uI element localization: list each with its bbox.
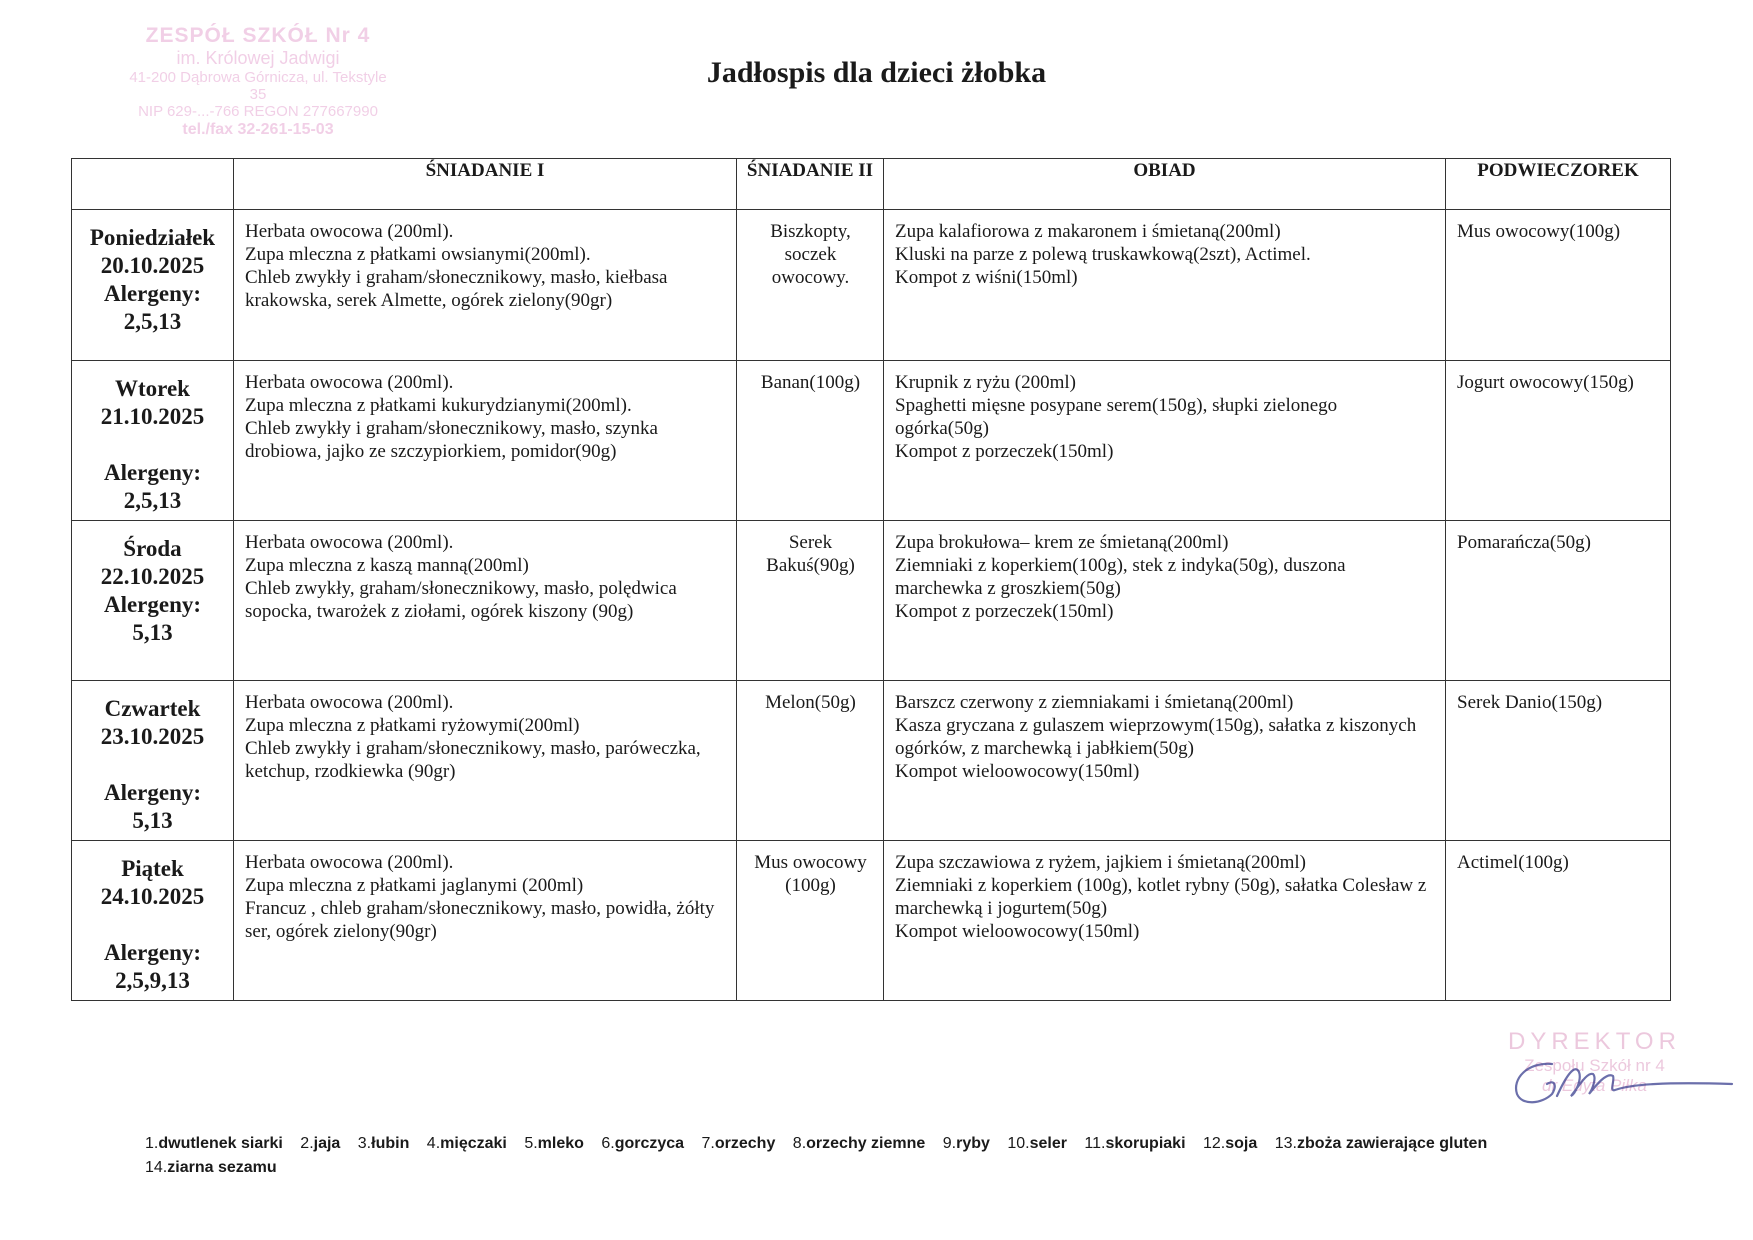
stamp-line-3: 41-200 Dąbrowa Górnicza, ul. Tekstyle 35: [129, 68, 387, 104]
menu-line: Herbata owocowa (200ml).: [245, 852, 454, 873]
allergen-label: Alergeny:: [103, 460, 202, 485]
legend-label: orzechy ziemne: [806, 1135, 926, 1152]
allergen-label: Alergeny:: [103, 592, 202, 617]
legend-label: jaja: [313, 1135, 341, 1152]
menu-line: Zupa mleczna z płatkami kukurydzianymi(200ml).: [245, 395, 632, 416]
director-stamp-line-3: dr Edyta Piłka: [1542, 1076, 1647, 1095]
menu-line: Chleb zwykły i graham/słonecznikowy, masło, paróweczka, ketchup, rzodkiewka (90gr): [245, 738, 701, 782]
breakfast-2-cell: Melon(50g): [737, 681, 884, 841]
legend-label: mleko: [537, 1135, 584, 1152]
breakfast-2-cell: Serek Bakuś(90g): [737, 521, 884, 681]
header-breakfast-2: ŚNIADANIE II: [737, 159, 884, 210]
legend-item: [793, 1135, 926, 1152]
legend-label: mięczaki: [440, 1135, 507, 1152]
snack-cell: Jogurt owocowy(150g): [1446, 361, 1671, 521]
menu-line: Kompot wieloowocowy(150ml): [895, 761, 1140, 782]
menu-line: Kompot z wiśni(150ml): [895, 267, 1078, 288]
menu-line: Chleb zwykły, graham/słonecznikowy, masło, polędwica sopocka, twarożek z ziołami, ogórek kiszony (90g): [245, 578, 677, 622]
menu-line: Kompot z porzeczek(150ml): [895, 601, 1114, 622]
menu-line: Herbata owocowa (200ml).: [245, 221, 454, 242]
table-row: [72, 841, 1671, 1001]
legend-num: 4.: [426, 1135, 441, 1152]
legend-item: [145, 1159, 277, 1176]
legend-num: 3.: [357, 1135, 372, 1152]
day-cell: [72, 210, 234, 361]
legend-label: gorczyca: [614, 1135, 685, 1152]
legend-label: ziarna sezamu: [167, 1159, 277, 1176]
legend-label: dwutlenek siarki: [158, 1135, 283, 1152]
legend-label: zboża zawierające gluten: [1296, 1135, 1488, 1152]
legend-label: skorupiaki: [1105, 1135, 1186, 1152]
day-name: Wtorek: [115, 376, 190, 401]
allergen-codes: 2,5,9,13: [115, 968, 190, 993]
page-title: Jadłospis dla dzieci żłobka: [706, 56, 1047, 89]
director-stamp-line-2: Zespołu Szkół nr 4: [1524, 1056, 1665, 1075]
header-day: [72, 159, 234, 210]
day-name: Czwartek: [104, 696, 201, 721]
day-date: 23.10.2025: [100, 724, 205, 749]
legend-item: [1275, 1135, 1488, 1152]
breakfast-1-cell: [234, 361, 737, 521]
breakfast-2-cell: Biszkopty, soczek owocowy.: [737, 210, 884, 361]
legend-item: [943, 1135, 990, 1152]
menu-line: Chleb zwykły i graham/słonecznikowy, masło, kiełbasa krakowska, serek Almette, ogórek zielony(90gr): [245, 267, 668, 311]
signature-image: [1497, 1024, 1737, 1124]
legend-item: [601, 1135, 684, 1152]
menu-line: Ziemniaki z koperkiem (100g), kotlet rybny (50g), sałatka Colesław z marchewką i jogurtem(50g): [895, 875, 1427, 919]
stamp-line-4: NIP 629-...-766 REGON 277667990: [138, 103, 378, 121]
legend-item: [1084, 1135, 1185, 1152]
snack-cell: Mus owocowy(100g): [1446, 210, 1671, 361]
menu-line: Zupa brokułowa– krem ze śmietaną(200ml): [895, 532, 1229, 553]
legend-label: seler: [1029, 1135, 1067, 1152]
allergen-codes: 5,13: [132, 620, 173, 645]
legend-item: [524, 1135, 584, 1152]
day-name: Poniedziałek: [89, 225, 216, 250]
menu-line: Zupa kalafiorowa z makaronem i śmietaną(200ml): [895, 221, 1281, 242]
header-breakfast-1: ŚNIADANIE I: [234, 159, 737, 210]
menu-table: [71, 158, 1671, 1001]
table-row: [72, 361, 1671, 521]
day-cell: [72, 521, 234, 681]
director-stamp-title: DYREKTOR: [1508, 1028, 1681, 1055]
menu-line: Spaghetti mięsne posypane serem(150g), słupki zielonego ogórka(50g): [895, 395, 1338, 439]
legend-num: 12.: [1202, 1135, 1226, 1152]
legend-num: 2.: [300, 1135, 314, 1152]
menu-line: Herbata owocowa (200ml).: [245, 532, 454, 553]
legend-num: 14.: [145, 1159, 168, 1176]
day-cell: [72, 681, 234, 841]
breakfast-1-cell: [234, 841, 737, 1001]
menu-line: Herbata owocowa (200ml).: [245, 372, 454, 393]
menu-line: Barszcz czerwony z ziemniakami i śmietaną(200ml): [895, 692, 1294, 713]
menu-line: Zupa mleczna z płatkami jaglanymi (200ml): [245, 875, 584, 896]
breakfast-2-cell: Mus owocowy (100g): [737, 841, 884, 1001]
legend-num: 11.: [1084, 1135, 1106, 1152]
legend-item: [427, 1135, 507, 1152]
legend-item: [1203, 1135, 1257, 1152]
legend-item: [145, 1135, 283, 1152]
day-date: 21.10.2025: [100, 404, 205, 429]
menu-line: Zupa mleczna z płatkami owsianymi(200ml).: [245, 244, 591, 265]
legend-num: 7.: [701, 1135, 715, 1152]
menu-line: Kompot wieloowocowy(150ml): [895, 921, 1140, 942]
menu-line: Francuz , chleb graham/słonecznikowy, masło, powidła, żółty ser, ogórek zielony(90gr): [245, 898, 715, 942]
allergen-codes: 2,5,13: [123, 309, 182, 334]
menu-line: Zupa szczawiowa z ryżem, jajkiem i śmietaną(200ml): [895, 852, 1306, 873]
legend-num: 8.: [792, 1135, 807, 1152]
menu-line: Chleb zwykły i graham/słonecznikowy, masło, szynka drobiowa, jajko ze szczypiorkiem, pomidor(90g): [245, 418, 658, 462]
day-date: 22.10.2025: [100, 564, 205, 589]
allergen-label: Alergeny:: [103, 940, 202, 965]
snack-cell: Serek Danio(150g): [1446, 681, 1671, 841]
legend-num: 1.: [145, 1135, 159, 1152]
lunch-cell: [884, 210, 1446, 361]
breakfast-1-cell: [234, 681, 737, 841]
legend-label: łubin: [371, 1135, 410, 1152]
menu-line: Herbata owocowa (200ml).: [245, 692, 454, 713]
allergen-legend: [145, 1132, 1565, 1180]
breakfast-1-cell: [234, 521, 737, 681]
menu-line: Kompot z porzeczek(150ml): [895, 441, 1114, 462]
menu-line: Ziemniaki z koperkiem(100g), stek z indyka(50g), duszona marchewka z groszkiem(50g): [895, 555, 1346, 599]
allergen-label: Alergeny:: [103, 780, 202, 805]
stamp-line-2: im. Królowej Jadwigi: [176, 48, 340, 69]
menu-line: Zupa mleczna z kaszą manną(200ml): [245, 555, 529, 576]
day-cell: [72, 361, 234, 521]
legend-item: [1007, 1135, 1067, 1152]
menu-line: Kasza gryczana z gulaszem wieprzowym(150g), sałatka z kiszonych ogórków, z marchewką i jabłkiem(50g): [895, 715, 1417, 759]
legend-num: 5.: [524, 1135, 538, 1152]
snack-cell: Actimel(100g): [1446, 841, 1671, 1001]
legend-num: 13.: [1274, 1135, 1297, 1152]
breakfast-1-cell: [234, 210, 737, 361]
legend-num: 6.: [601, 1135, 615, 1152]
allergen-label: Alergeny:: [103, 281, 202, 306]
table-row: [72, 521, 1671, 681]
allergen-codes: 2,5,13: [123, 488, 182, 513]
legend-num: 10.: [1007, 1135, 1030, 1152]
day-name: Środa: [123, 536, 182, 561]
legend-item: [300, 1135, 340, 1152]
stamp-line-1: ZESPÓŁ SZKÓŁ Nr 4: [145, 24, 371, 47]
day-date: 24.10.2025: [100, 884, 205, 909]
day-date: 20.10.2025: [100, 253, 205, 278]
day-name: Piątek: [121, 856, 184, 881]
lunch-cell: [884, 361, 1446, 521]
header-row: [72, 159, 1671, 210]
lunch-cell: [884, 521, 1446, 681]
snack-cell: Pomarańcza(50g): [1446, 521, 1671, 681]
header-snack: PODWIECZOREK: [1446, 159, 1671, 210]
legend-item: [702, 1135, 776, 1152]
allergen-codes: 5,13: [132, 808, 173, 833]
lunch-cell: [884, 841, 1446, 1001]
legend-item: [358, 1135, 410, 1152]
menu-line: Krupnik z ryżu (200ml): [895, 372, 1076, 393]
legend-label: soja: [1225, 1135, 1258, 1152]
legend-label: orzechy: [714, 1135, 776, 1152]
table-row: [72, 681, 1671, 841]
header-lunch: OBIAD: [884, 159, 1446, 210]
menu-line: Zupa mleczna z płatkami ryżowymi(200ml): [245, 715, 580, 736]
day-cell: [72, 841, 234, 1001]
breakfast-2-cell: Banan(100g): [737, 361, 884, 521]
menu-line: Kluski na parze z polewą truskawkową(2szt), Actimel.: [895, 244, 1311, 265]
legend-label: ryby: [956, 1135, 990, 1152]
legend-num: 9.: [942, 1135, 957, 1152]
table-row: [72, 210, 1671, 361]
lunch-cell: [884, 681, 1446, 841]
stamp-line-5: tel./fax 32-261-15-03: [182, 120, 334, 138]
